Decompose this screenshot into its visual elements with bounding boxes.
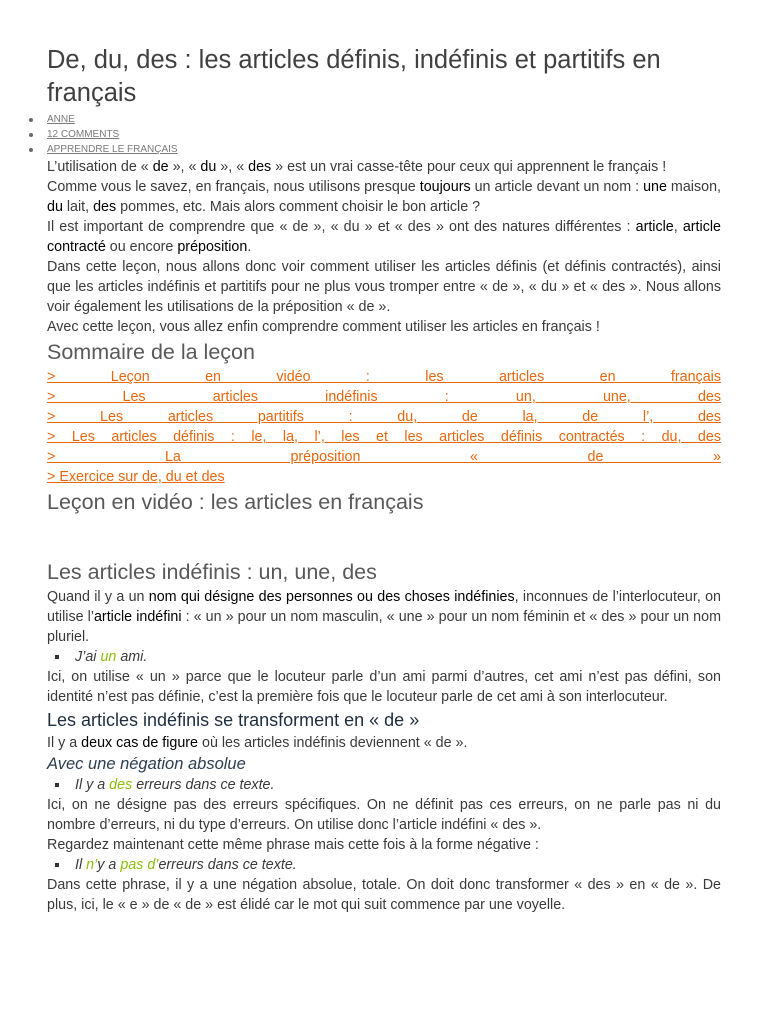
author-link[interactable]: ANNE (47, 114, 75, 125)
toc-link-video[interactable]: > Leçon en vidéo : les articles en français (47, 369, 721, 385)
comments-link[interactable]: 12 COMMENTS (47, 129, 120, 140)
indefinis-paragraph-4: Ici, on ne désigne pas des erreurs spécifiques. On ne définit pas ces erreurs, on ne parle pas ni du nombre d’erreurs, ni du type d’erreurs. On utilise donc l’article indéfini « des ». (47, 797, 721, 833)
post-meta (47, 112, 721, 157)
example-item: Il y a des erreurs dans ce texte. (75, 775, 721, 795)
intro-paragraph-4: Dans cette leçon, nous allons donc voir comment utiliser les articles définis (et définis contractés), ainsi que les articles indéfinis et partitifs pour ne plus vous tromper entre « de », « du » et « des ». Nous allons voir également les utilisations de la préposition « de ». (47, 259, 721, 315)
meta-category (47, 142, 721, 157)
indefinis-paragraph-5: Regardez maintenant cette même phrase mais cette fois à la forme négative : (47, 837, 539, 853)
transformation-subheading: Les articles indéfinis se transforment en « de » (47, 710, 420, 730)
toc-link-definis[interactable]: > Les articles définis : le, la, l’, les et les articles définis contractés : du, des (47, 429, 721, 445)
negation-subheading: Avec une négation absolue (47, 755, 246, 773)
example-list-2 (47, 775, 721, 795)
indefinis-paragraph-6: Dans cette phrase, il y a une négation absolue, totale. On doit donc transformer « des » en « de ». De plus, ici, le « e » de « de » est élidé car le mot qui suit commence par une voyelle. (47, 877, 721, 913)
example-list-3 (47, 855, 721, 875)
toc-link-preposition[interactable]: > La préposition « de » (47, 449, 721, 465)
video-placeholder (47, 517, 721, 557)
category-link[interactable]: APPRENDRE LE FRANÇAIS (47, 144, 178, 155)
meta-author (47, 112, 721, 127)
example-list-1 (47, 647, 721, 667)
toc-link-indefinis[interactable]: > Les articles indéfinis : un, une, des (47, 389, 721, 405)
toc-link-exercice[interactable]: > Exercice sur de, du et des (47, 469, 225, 485)
intro-paragraph-3: Il est important de comprendre que « de », « du » et « des » ont des natures différentes : article, article contracté ou encore préposition. (47, 219, 721, 255)
indefinis-paragraph-2: Ici, on utilise « un » parce que le locuteur parle d’un ami parmi d’autres, cet ami n’est pas défini, son identité n’est pas définie, c’est la première fois que le locuteur parle de cet ami à son interlocuteur. (47, 669, 721, 705)
intro-paragraph-1: L’utilisation de « de », « du », « des » est un vrai casse-tête pour ceux qui apprennent le français ! (47, 159, 667, 175)
toc-link-partitifs[interactable]: > Les articles partitifs : du, de la, de l’, des (47, 409, 721, 425)
summary-heading: Sommaire de la leçon (47, 340, 255, 364)
meta-comments (47, 127, 721, 142)
example-item: J’ai un ami. (75, 647, 721, 667)
intro-paragraph-5: Avec cette leçon, vous allez enfin comprendre comment utiliser les articles en français ! (47, 319, 600, 335)
example-item: Il n’y a pas d’erreurs dans ce texte. (75, 855, 721, 875)
intro-paragraph-2: Comme vous le savez, en français, nous utilisons presque toujours un article devant un nom : une maison, du lait, des pommes, etc. Mais alors comment choisir le bon article ? (47, 179, 721, 215)
page-title: De, du, des : les articles définis, indéfinis et partitifs en français (47, 46, 661, 107)
summary-links (47, 367, 721, 487)
video-heading: Leçon en vidéo : les articles en français (47, 490, 424, 514)
indefinis-heading: Les articles indéfinis : un, une, des (47, 560, 377, 584)
indefinis-paragraph-1: Quand il y a un nom qui désigne des personnes ou des choses indéfinies, inconnues de l’interlocuteur, on utilise l’article indéfini : « un » pour un nom masculin, « une » pour un nom féminin et « des » pour un nom pluriel. (47, 589, 721, 645)
indefinis-paragraph-3: Il y a deux cas de figure où les articles indéfinis deviennent « de ». (47, 735, 468, 751)
